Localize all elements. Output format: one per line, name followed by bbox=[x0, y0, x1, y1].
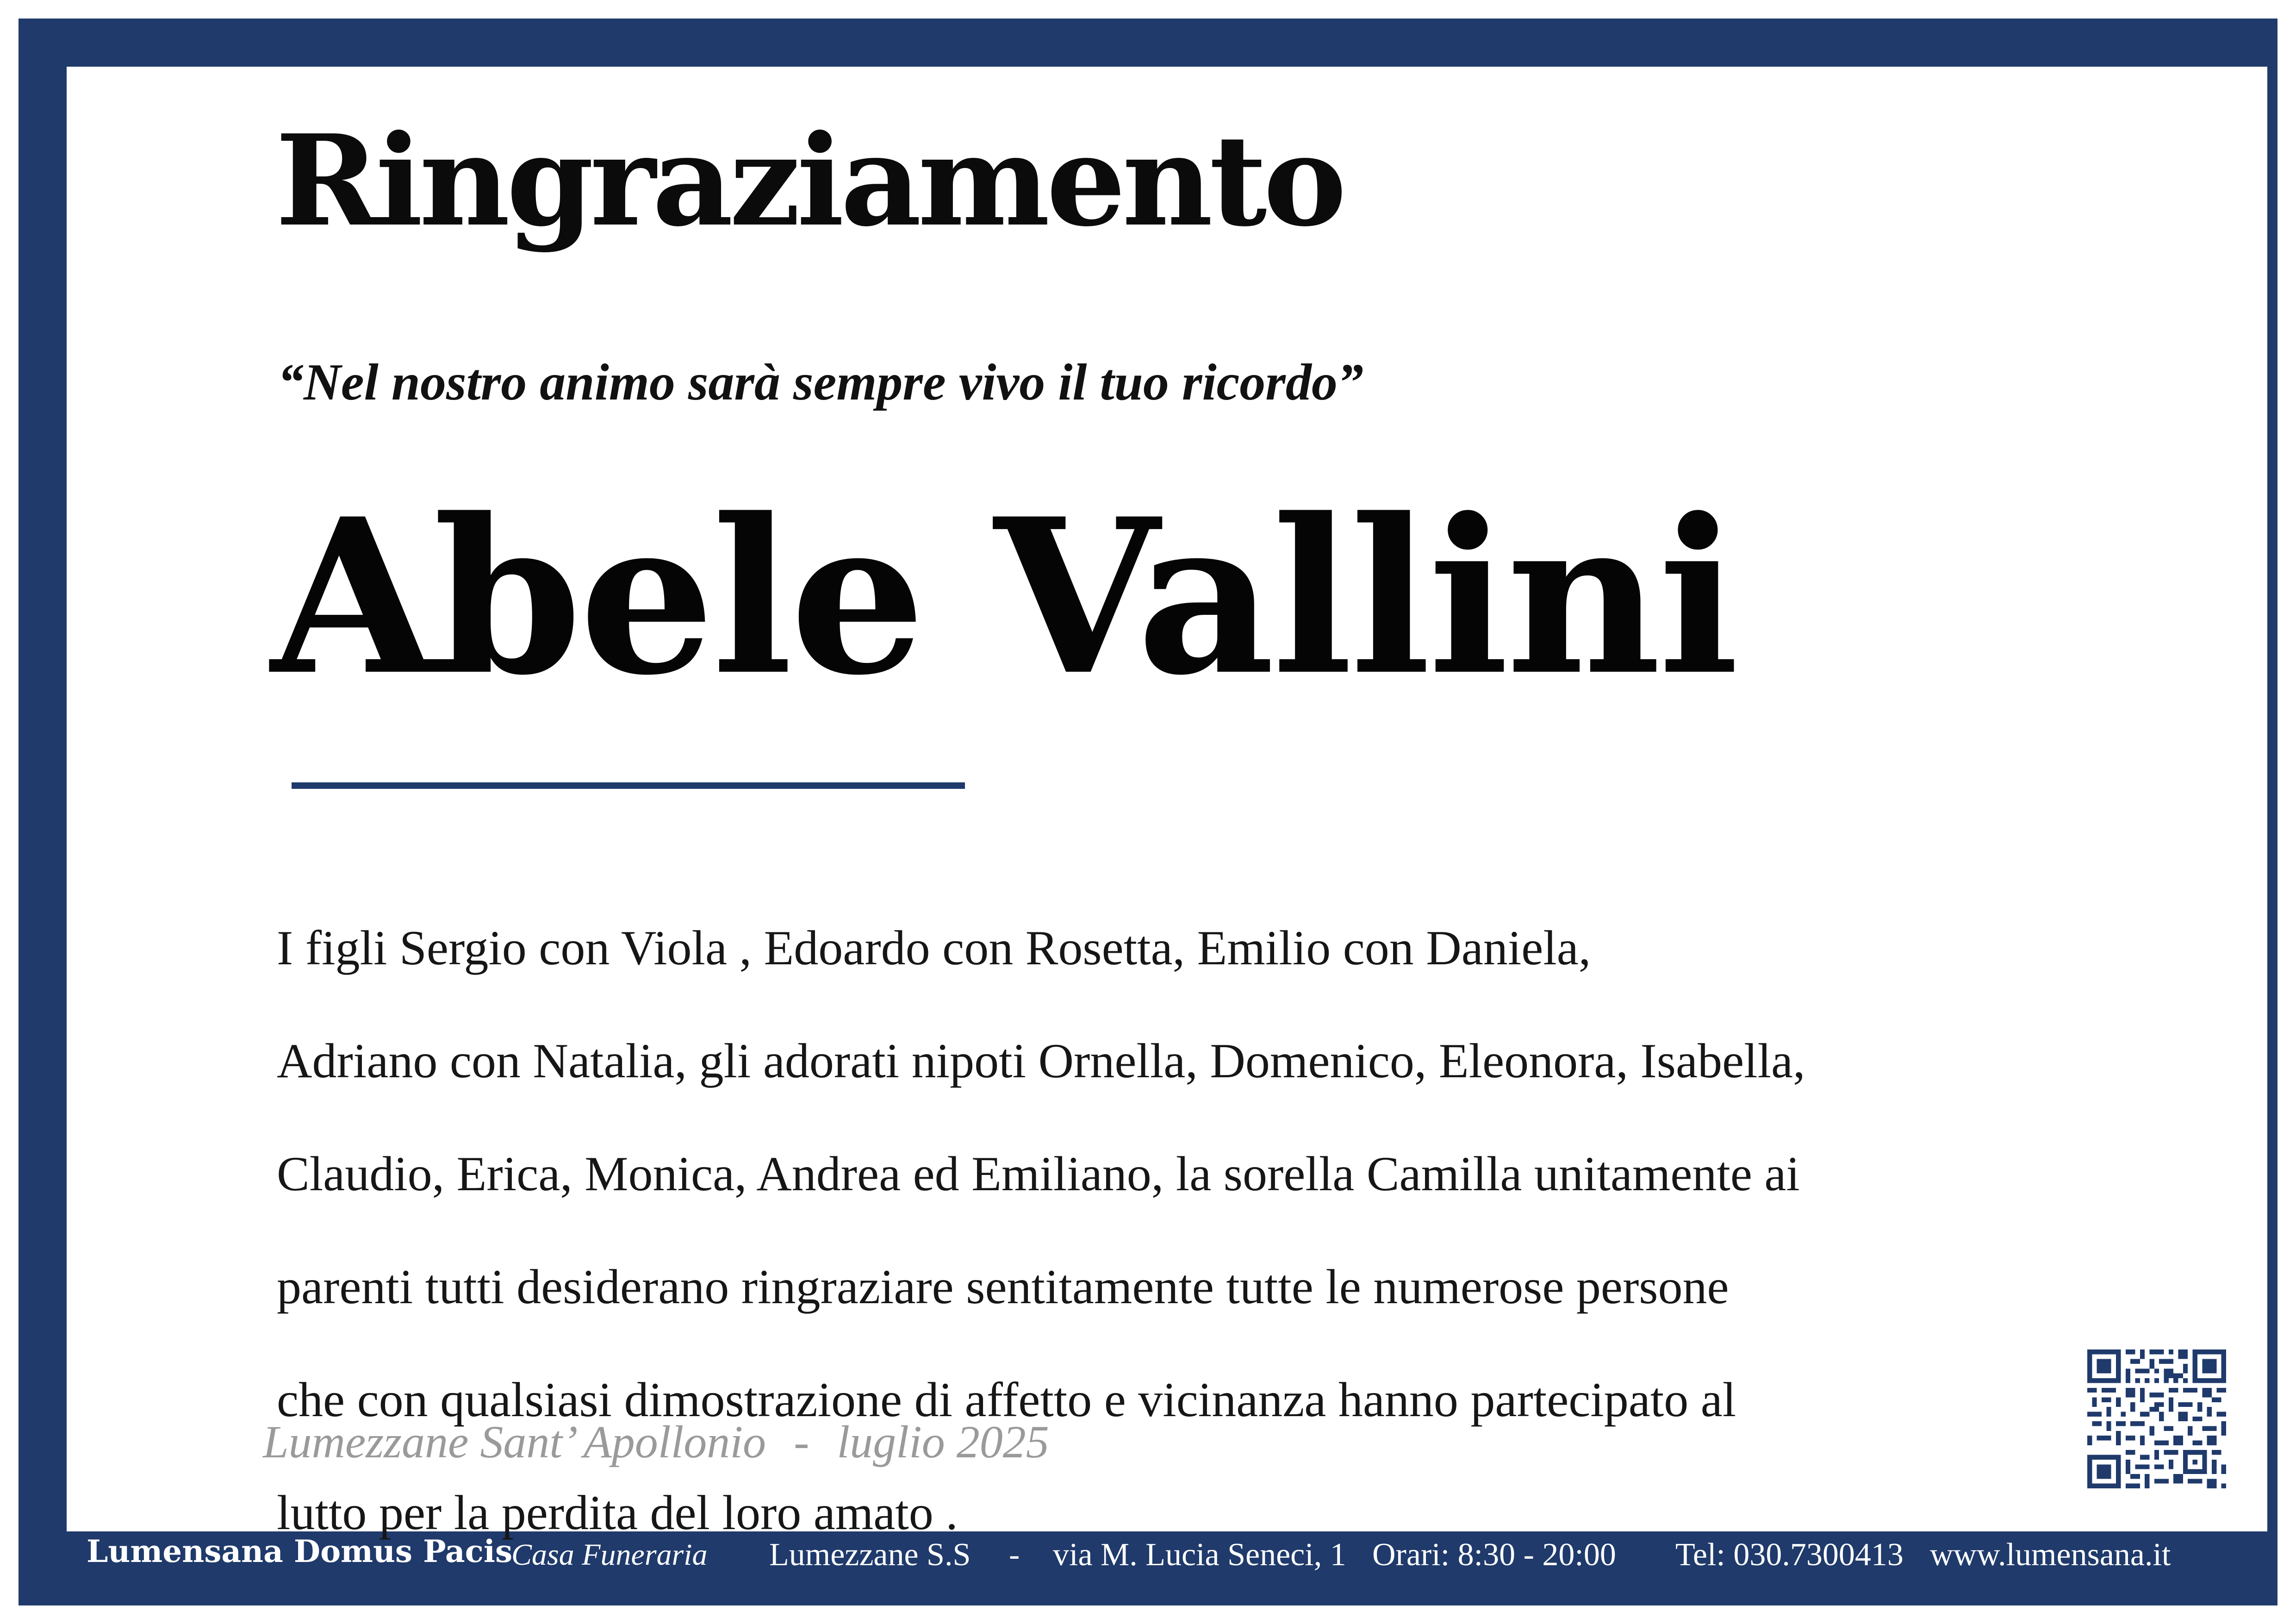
footer-website-link[interactable]: www.lumensana.it bbox=[1930, 1537, 2171, 1573]
qr-code-icon[interactable] bbox=[2087, 1349, 2226, 1488]
thanks-message-line: parenti tutti desiderano ringraziare sentitamente tutte le numerose persone bbox=[277, 1260, 1729, 1314]
footer-separator: - bbox=[1009, 1537, 1020, 1573]
thanks-message-line: Claudio, Erica, Monica, Andrea ed Emiliano, la sorella Camilla unitamente ai bbox=[277, 1147, 1800, 1201]
thanks-message-line: Adriano con Natalia, gli adorati nipoti Ornella, Domenico, Eleonora, Isabella, bbox=[277, 1034, 1805, 1088]
thanks-message-line: I figli Sergio con Viola , Edoardo con Rosetta, Emilio con Daniela, bbox=[277, 921, 1591, 975]
footer-phone[interactable]: Tel: 030.7300413 bbox=[1675, 1537, 1904, 1573]
footer-bar bbox=[19, 1513, 2277, 1605]
footer-town: Lumezzane S.S bbox=[769, 1537, 971, 1573]
place: Lumezzane Sant’ Apollonio bbox=[263, 1416, 766, 1468]
place-date-separator: - bbox=[794, 1416, 809, 1468]
deceased-name: Abele Vallini bbox=[271, 472, 1736, 722]
thanks-message-line: che con qualsiasi dimostrazione di affetto e vicinanza hanno partecipato al bbox=[277, 1373, 1736, 1427]
notice-heading: Ringraziamento bbox=[275, 107, 1343, 254]
memorial-quote: “Nel nostro animo sarà sempre vivo il tuo ricordo” bbox=[278, 354, 1363, 411]
footer-address: via M. Lucia Seneci, 1 bbox=[1053, 1537, 1346, 1573]
footer-subtitle: Casa Funeraria bbox=[511, 1538, 708, 1572]
title-divider bbox=[292, 782, 965, 789]
thanks-message-line: lutto per la perdita del loro amato . bbox=[277, 1486, 958, 1540]
date: luglio 2025 bbox=[837, 1416, 1049, 1468]
footer-hours: Orari: 8:30 - 20:00 bbox=[1372, 1537, 1616, 1573]
footer-brand: Lumensana Domus Pacis bbox=[87, 1533, 513, 1569]
place-and-date bbox=[263, 1416, 1049, 1468]
thanks-message bbox=[277, 863, 2063, 1598]
